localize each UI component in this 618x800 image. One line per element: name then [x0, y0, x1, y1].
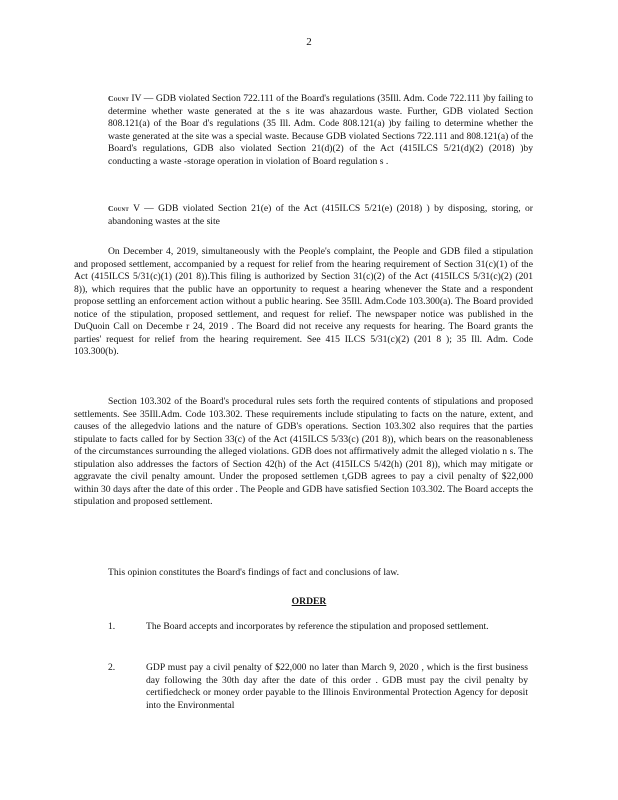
count-v-label: Count [108, 204, 129, 213]
paragraph-stipulation-filing: On December 4, 2019, simultaneously with the People's complaint, the People and GDB filed a stipulation and proposed settlement, accompanied by a request for relief from the hearing requirement of Section 31(c)(1) of the Act (415ILCS 5/31(c)(1) (201 8)).This filing is authorized by Section 31(c)(2) of the Act (415ILCS 5/31(c)(2) (201 8)), which requires that the public have an opportunity to request a hearing whenever the State and a respondent propose settling an enforcement action without a public hearing. See 35Ill. Adm.Code 103.300(a). The Board provided notice of the stipulation, proposed settlement, and request for relief. The newspaper notice was published in the DuQuoin Call on Decembe r 24, 2019 . The Board did not receive any requests for hearing. The Board grants the parties' request for relief from the hearing requirement. See 415 ILCS 5/31(c)(2) (201 8 ); 35 Ill. Adm. Code 103.300(b). [74, 246, 533, 357]
count-iv-text: IV — GDB violated Section 722.111 of the Board's regulations (35Ill. Adm. Code 722.111 )by failing to determine whether waste generated at the s ite was ahazardous waste. Further, GDB violated Section 808.121(a) of the Boar d's regulations (35 Ill. Adm. Code 808.121(a) )by failing to determine whether the waste generated at the site was a special waste. Because GDB violated Sections 722.111 and 808.121(a) of the Board's regulations, GDB also violated Section 21(d)(2) of the Act (415ILCS 5/21(d)(2) (2018) )by conducting a waste -storage operation in violation of Board regulation s . [108, 93, 533, 167]
count-iv-label: Count [108, 94, 129, 103]
order-item-text: GDP must pay a civil penalty of $22,000 no later than March 9, 2020 , which is the first business day following the 30th day after the date of this order . GDB must pay the civil penalty by certifiedcheck or money order payable to the Illinois Environmental Protection Agency for deposit into the Environmental [146, 662, 528, 711]
paragraph-findings: This opinion constitutes the Board's findings of fact and conclusions of law. [108, 567, 400, 578]
paragraph-section-103-302: Section 103.302 of the Board's procedural rules sets forth the required contents of stipulations and proposed settlements. See 35Ill.Adm. Code 103.302. These requirements include stipulating to facts on the nature, extent, and causes of the allegedvio lations and the nature of GDB's operations. Section 103.302 also requires that the parties stipulate to facts called for by Section 33(c) of the Act (415ILCS 5/33(c) (201 8)), which bears on the reasonableness of the circumstances surrounding the alleged violations. GDB does not affirmatively admit the alleged violatio n s. The stipulation also addresses the factors of Section 42(h) of the Act (415ILCS 5/42(h) (201 8)), which may mitigate or aggravate the civil penalty amount. Under the proposed settlemen t,GDB agrees to pay a civil penalty of $22,000 within 30 days after the date of this order . The People and GDB have satisfied Section 103.302. The Board accepts the stipulation and proposed settlement. [74, 396, 533, 507]
count-v-paragraph [108, 203, 533, 228]
order-item-number: 1. [108, 621, 116, 632]
page-number: 2 [306, 36, 312, 48]
order-item-text: The Board accepts and incorporates by reference the stipulation and proposed settlement. [146, 621, 489, 632]
order-heading: ORDER [291, 596, 327, 607]
count-iv-paragraph [108, 93, 533, 168]
order-item-number: 2. [108, 662, 116, 673]
count-v-text: V — GDB violated Section 21(e) of the Act (415ILCS 5/21(e) (2018) ) by disposing, storing, or abandoning wastes at the site [108, 203, 533, 227]
